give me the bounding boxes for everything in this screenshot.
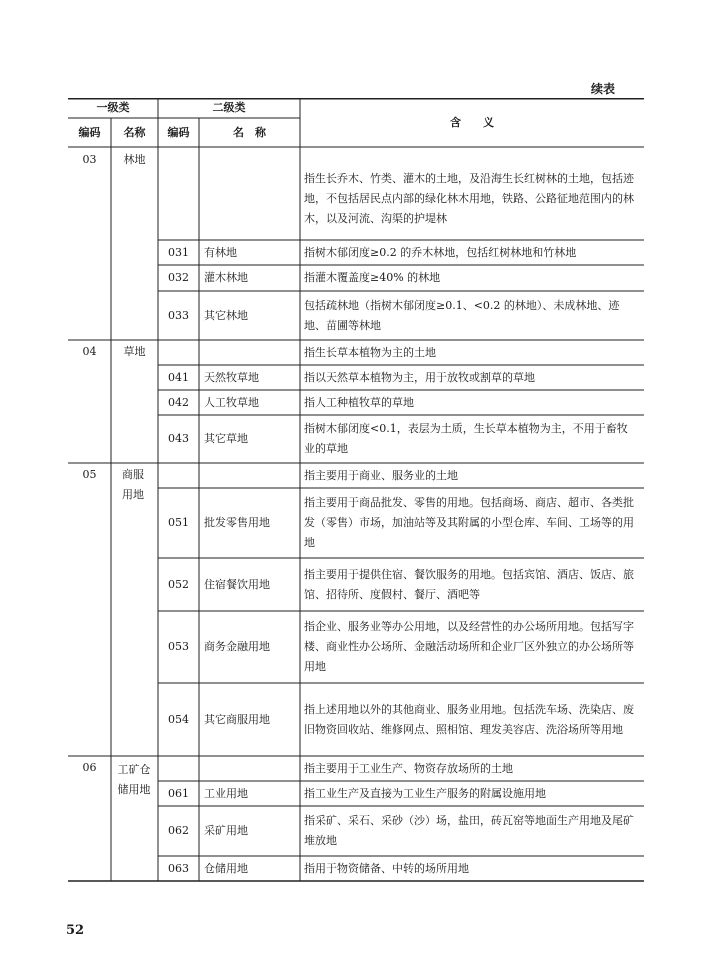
class-name: 灌木林地 [204, 271, 248, 284]
header-code: 编码 [78, 125, 101, 139]
header-level2: 二级类 [212, 101, 246, 114]
header-name: 名称 [123, 125, 146, 139]
class-code: 043 [168, 432, 189, 445]
header-level1: 一级类 [96, 101, 130, 114]
class-description: 指以天然草本植物为主，用于放牧或割草的草地 [304, 370, 535, 384]
class-code: 041 [168, 370, 189, 384]
group-name: 草地 [123, 345, 146, 358]
group-code: 03 [82, 153, 97, 166]
class-code: 032 [168, 271, 189, 284]
class-name: 商务金融用地 [204, 640, 270, 653]
class-description: 指主要用于商品批发、零售的用地。包括商场、商店、超市、各类批发（零售）市场，加油站等及其附属的小型仓库、车间、工场等的用地 [304, 496, 634, 549]
class-code: 054 [168, 712, 189, 726]
continued-label: 续表 [591, 82, 616, 96]
class-name: 其它草地 [204, 432, 248, 445]
class-description: 指工业生产及直接为工业生产服务的附属设施用地 [304, 786, 546, 800]
class-name: 天然牧草地 [204, 370, 259, 384]
class-description: 指树木郁闭度≥0.2 的乔木林地，包括红树林地和竹林地 [304, 245, 577, 259]
class-code: 061 [168, 786, 189, 800]
class-name: 工业用地 [204, 786, 248, 800]
class-code: 052 [168, 577, 189, 591]
class-name: 批发零售用地 [204, 516, 270, 529]
class-name: 住宿餐饮用地 [204, 577, 270, 591]
class-name: 仓储用地 [204, 861, 248, 875]
class-code: 042 [168, 395, 189, 409]
class-description: 指主要用于提供住宿、餐饮服务的用地。包括宾馆、酒店、饭店、旅馆、招待所、度假村、餐厅、酒吧等 [304, 567, 634, 601]
class-code: 063 [168, 861, 189, 875]
class-description: 指树木郁闭度<0.1，表层为土质，生长草本植物为主，不用于畜牧业的草地 [304, 422, 628, 455]
class-name: 有林地 [204, 245, 237, 259]
class-description: 指灌木覆盖度≥40% 的林地 [304, 271, 441, 284]
header-code2: 编码 [167, 125, 190, 139]
class-description: 指人工种植牧草的草地 [304, 395, 414, 409]
class-code: 031 [168, 245, 189, 259]
group-name: 商服用地 [122, 468, 144, 501]
class-description: 指采矿、采石、采砂（沙）场，盐田，砖瓦窑等地面生产用地及尾矿堆放地 [304, 814, 634, 847]
class-name: 其它林地 [204, 308, 248, 322]
class-name: 人工牧草地 [204, 395, 259, 409]
page-number: 52 [66, 923, 85, 938]
class-name: 采矿用地 [204, 824, 248, 837]
class-code: 053 [168, 640, 189, 653]
group-name: 工矿仓储用地 [117, 763, 151, 796]
group-name: 林地 [123, 153, 146, 166]
class-code: 062 [168, 824, 189, 837]
group-description: 指生长草本植物为主的土地 [304, 345, 436, 359]
group-description: 指主要用于商业、服务业的土地 [304, 468, 458, 482]
class-description: 指上述用地以外的其他商业、服务业用地。包括洗车场、洗染店、废旧物资回收站、维修网点、照相馆、理发美容店、洗浴场所等用地 [304, 702, 634, 736]
group-description: 指主要用于工业生产、物资存放场所的土地 [304, 761, 513, 775]
group-code: 05 [82, 468, 97, 481]
group-code: 04 [82, 345, 97, 358]
class-description: 包括疏林地（指树木郁闭度≥0.1、<0.2 的林地）、未成林地、迹地、苗圃等林地 [304, 298, 620, 332]
header-name2: 名 称 [233, 125, 266, 139]
land-classification-table [68, 98, 644, 882]
group-description: 指生长乔木、竹类、灌木的土地，及沿海生长红树林的土地，包括迹地，不包括居民点内部的绿化林木用地，铁路、公路征地范围内的林木，以及河流、沟渠的护堤林 [304, 172, 634, 225]
class-description: 指企业、服务业等办公用地，以及经营性的办公场所用地。包括写字楼、商业性办公场所、金融活动场所和企业厂区外独立的办公场所等用地 [304, 620, 634, 673]
class-description: 指用于物资储备、中转的场所用地 [304, 861, 469, 875]
class-code: 033 [168, 308, 189, 322]
class-code: 051 [168, 516, 189, 529]
header-meaning: 含 义 [450, 115, 494, 129]
group-code: 06 [82, 761, 97, 774]
class-name: 其它商服用地 [204, 712, 270, 726]
